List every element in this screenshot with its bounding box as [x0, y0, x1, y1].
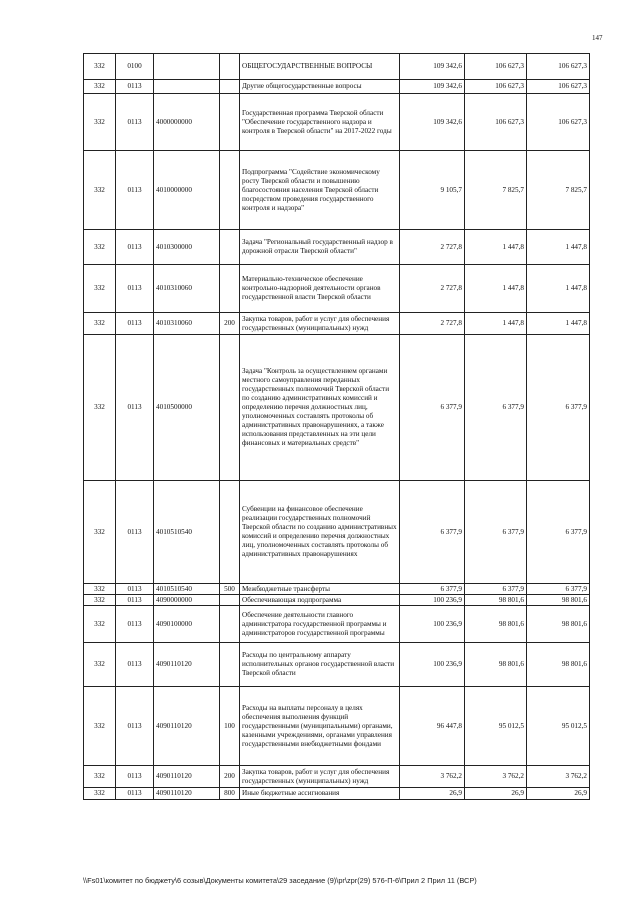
cell-amount-2: 6 377,9 — [465, 481, 527, 584]
cell-amount-1: 109 342,6 — [400, 80, 465, 94]
table-row — [84, 606, 590, 643]
cell-target-article — [154, 80, 220, 94]
cell-name: Межбюджетные трансферты — [240, 584, 400, 595]
cell-expense-type — [220, 80, 240, 94]
budget-table — [83, 53, 590, 800]
cell-amount-3: 1 447,8 — [527, 265, 590, 313]
cell-target-article: 4010300000 — [154, 230, 220, 265]
table-row — [84, 788, 590, 800]
cell-amount-1: 3 762,2 — [400, 766, 465, 788]
cell-amount-2: 106 627,3 — [465, 94, 527, 151]
cell-expense-type — [220, 151, 240, 230]
cell-code: 332 — [84, 94, 116, 151]
cell-section: 0113 — [116, 766, 154, 788]
cell-target-article: 4090000000 — [154, 595, 220, 606]
cell-section: 0113 — [116, 584, 154, 595]
cell-section: 0100 — [116, 54, 154, 80]
cell-code: 332 — [84, 265, 116, 313]
cell-code: 332 — [84, 335, 116, 481]
cell-amount-1: 6 377,9 — [400, 584, 465, 595]
cell-section: 0113 — [116, 265, 154, 313]
cell-target-article: 4090110120 — [154, 766, 220, 788]
cell-amount-1: 9 105,7 — [400, 151, 465, 230]
cell-amount-1: 109 342,6 — [400, 94, 465, 151]
table-row — [84, 313, 590, 335]
cell-amount-2: 1 447,8 — [465, 313, 527, 335]
cell-expense-type — [220, 265, 240, 313]
cell-code: 332 — [84, 643, 116, 687]
cell-amount-3: 106 627,3 — [527, 80, 590, 94]
cell-amount-2: 98 801,6 — [465, 643, 527, 687]
cell-target-article — [154, 54, 220, 80]
cell-amount-2: 98 801,6 — [465, 595, 527, 606]
cell-amount-2: 7 825,7 — [465, 151, 527, 230]
cell-amount-2: 95 012,5 — [465, 687, 527, 766]
cell-name: ОБЩЕГОСУДАРСТВЕННЫЕ ВОПРОСЫ — [240, 54, 400, 80]
cell-amount-3: 3 762,2 — [527, 766, 590, 788]
cell-section: 0113 — [116, 230, 154, 265]
cell-name: Обеспечивающая подпрограмма — [240, 595, 400, 606]
cell-amount-2: 1 447,8 — [465, 265, 527, 313]
cell-name: Закупка товаров, работ и услуг для обеспечения государственных (муниципальных) нужд — [240, 766, 400, 788]
cell-name: Задача "Контроль за осуществлением органами местного самоуправления переданных государственных полномочий Тверской области по созданию административных комиссий и определению перечня должностных лиц, уполномоченных составлять протоколы об административных правонарушениях, а также использования представленных на эти цели финансовых и материальных средств" — [240, 335, 400, 481]
cell-amount-1: 100 236,9 — [400, 606, 465, 643]
cell-expense-type — [220, 481, 240, 584]
cell-target-article: 4010500000 — [154, 335, 220, 481]
cell-expense-type — [220, 335, 240, 481]
cell-code: 332 — [84, 313, 116, 335]
cell-expense-type — [220, 54, 240, 80]
table-row — [84, 584, 590, 595]
cell-code: 332 — [84, 80, 116, 94]
cell-amount-1: 26,9 — [400, 788, 465, 800]
cell-name: Иные бюджетные ассигнования — [240, 788, 400, 800]
cell-section: 0113 — [116, 151, 154, 230]
cell-expense-type: 200 — [220, 766, 240, 788]
cell-amount-2: 26,9 — [465, 788, 527, 800]
cell-section: 0113 — [116, 595, 154, 606]
cell-target-article: 4000000000 — [154, 94, 220, 151]
cell-code: 332 — [84, 595, 116, 606]
cell-code: 332 — [84, 687, 116, 766]
cell-name: Материально-техническое обеспечение контрольно-надзорной деятельности органов государственной власти Тверской области — [240, 265, 400, 313]
cell-name: Субвенции на финансовое обеспечение реализации государственных полномочий Тверской области по созданию административных комиссий и определению перечня должностных лиц, уполномоченных составлять протоколы об административных правонарушениях — [240, 481, 400, 584]
table-row — [84, 94, 590, 151]
table-row — [84, 595, 590, 606]
cell-amount-1: 109 342,6 — [400, 54, 465, 80]
cell-section: 0113 — [116, 606, 154, 643]
page-number: 147 — [592, 34, 603, 42]
cell-amount-3: 98 801,6 — [527, 643, 590, 687]
cell-amount-1: 100 236,9 — [400, 595, 465, 606]
cell-amount-1: 96 447,8 — [400, 687, 465, 766]
cell-amount-3: 1 447,8 — [527, 313, 590, 335]
cell-name: Расходы по центральному аппарату исполнительных органов государственной власти Тверской области — [240, 643, 400, 687]
cell-name: Задача "Региональный государственный надзор в дорожной отрасли Тверской области" — [240, 230, 400, 265]
cell-section: 0113 — [116, 481, 154, 584]
cell-amount-2: 1 447,8 — [465, 230, 527, 265]
cell-code: 332 — [84, 766, 116, 788]
cell-amount-3: 95 012,5 — [527, 687, 590, 766]
cell-section: 0113 — [116, 687, 154, 766]
cell-section: 0113 — [116, 94, 154, 151]
cell-target-article: 4010310060 — [154, 313, 220, 335]
cell-expense-type — [220, 595, 240, 606]
cell-expense-type: 800 — [220, 788, 240, 800]
cell-expense-type — [220, 606, 240, 643]
cell-amount-3: 26,9 — [527, 788, 590, 800]
cell-code: 332 — [84, 481, 116, 584]
cell-amount-3: 98 801,6 — [527, 606, 590, 643]
cell-amount-1: 100 236,9 — [400, 643, 465, 687]
cell-amount-3: 6 377,9 — [527, 481, 590, 584]
cell-amount-3: 6 377,9 — [527, 335, 590, 481]
cell-target-article: 4010510540 — [154, 481, 220, 584]
cell-amount-2: 98 801,6 — [465, 606, 527, 643]
cell-name: Другие общегосударственные вопросы — [240, 80, 400, 94]
cell-amount-1: 2 727,8 — [400, 313, 465, 335]
cell-amount-3: 1 447,8 — [527, 230, 590, 265]
cell-code: 332 — [84, 151, 116, 230]
cell-code: 332 — [84, 230, 116, 265]
table-row — [84, 265, 590, 313]
cell-amount-3: 6 377,9 — [527, 584, 590, 595]
cell-section: 0113 — [116, 335, 154, 481]
cell-amount-2: 106 627,3 — [465, 80, 527, 94]
cell-name: Обеспечение деятельности главного администратора государственной программы и администраторов государственной программы — [240, 606, 400, 643]
cell-section: 0113 — [116, 313, 154, 335]
cell-section: 0113 — [116, 80, 154, 94]
cell-name: Подпрограмма "Содействие экономическому росту Тверской области и повышению благосостояния населения Тверской области посредством проведения государственного контроля и надзора" — [240, 151, 400, 230]
cell-code: 332 — [84, 606, 116, 643]
table-row — [84, 766, 590, 788]
cell-expense-type — [220, 94, 240, 151]
cell-code: 332 — [84, 54, 116, 80]
cell-amount-2: 6 377,9 — [465, 335, 527, 481]
cell-name: Расходы на выплаты персоналу в целях обеспечения выполнения функций государственными (муниципальными) органами, казенными учреждениями, органами управления государственными внебюджетными фондами — [240, 687, 400, 766]
cell-amount-1: 2 727,8 — [400, 230, 465, 265]
table-row — [84, 643, 590, 687]
cell-target-article: 4090110120 — [154, 687, 220, 766]
table-body — [84, 54, 590, 800]
cell-amount-3: 7 825,7 — [527, 151, 590, 230]
table-row — [84, 481, 590, 584]
cell-code: 332 — [84, 584, 116, 595]
cell-expense-type — [220, 643, 240, 687]
cell-name: Государственная программа Тверской области "Обеспечение государственного надзора и контроля в Тверской области" на 2017-2022 годы — [240, 94, 400, 151]
cell-section: 0113 — [116, 788, 154, 800]
cell-amount-2: 106 627,3 — [465, 54, 527, 80]
cell-target-article: 4010000000 — [154, 151, 220, 230]
table-row — [84, 335, 590, 481]
cell-amount-1: 6 377,9 — [400, 335, 465, 481]
cell-expense-type — [220, 230, 240, 265]
cell-expense-type: 200 — [220, 313, 240, 335]
cell-expense-type: 500 — [220, 584, 240, 595]
cell-target-article: 4010310060 — [154, 265, 220, 313]
cell-target-article: 4090110120 — [154, 643, 220, 687]
cell-amount-3: 98 801,6 — [527, 595, 590, 606]
footer-file-path: \\Fs01\комитет по бюджету\6 созыв\Документы комитета\29 заседание (9)\pr\zpr(29) 576-П-6\Прил 2 Прил 11 (ВСР) — [83, 876, 477, 885]
cell-target-article: 4090100000 — [154, 606, 220, 643]
cell-amount-3: 106 627,3 — [527, 94, 590, 151]
cell-amount-3: 106 627,3 — [527, 54, 590, 80]
cell-amount-1: 2 727,8 — [400, 265, 465, 313]
cell-amount-2: 3 762,2 — [465, 766, 527, 788]
table-row — [84, 687, 590, 766]
table-row — [84, 54, 590, 80]
table-row — [84, 80, 590, 94]
cell-expense-type: 100 — [220, 687, 240, 766]
cell-target-article: 4010510540 — [154, 584, 220, 595]
cell-section: 0113 — [116, 643, 154, 687]
cell-amount-1: 6 377,9 — [400, 481, 465, 584]
cell-amount-2: 6 377,9 — [465, 584, 527, 595]
table-row — [84, 151, 590, 230]
cell-name: Закупка товаров, работ и услуг для обеспечения государственных (муниципальных) нужд — [240, 313, 400, 335]
cell-target-article: 4090110120 — [154, 788, 220, 800]
cell-code: 332 — [84, 788, 116, 800]
table-row — [84, 230, 590, 265]
